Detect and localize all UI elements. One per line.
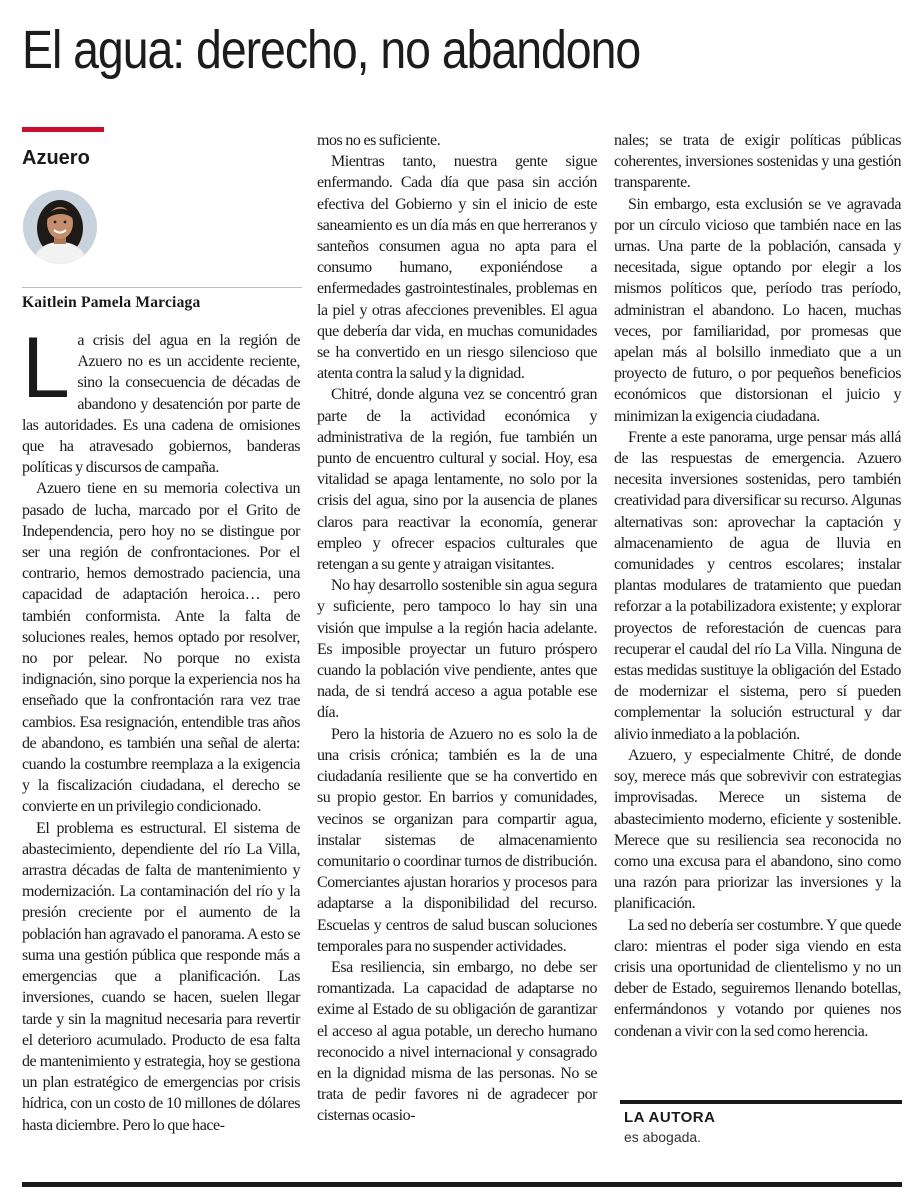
author-byline: Kaitlein Pamela Marciaga xyxy=(22,294,201,311)
paragraph: La crisis del agua en la región de Azuero no es un accidente reciente, sino la consecuencia de décadas de abandono y desatención por parte de las autoridades. Es una cadena de omisiones que ha atravesado gobiernos, banderas políticas y discursos de campaña. xyxy=(22,320,300,477)
author-box-rule xyxy=(620,1100,902,1104)
drop-cap: L xyxy=(22,320,70,416)
paragraph: nales; se trata de exigir políticas públicas coherentes, inversiones sostenidas y una gestión transparente. xyxy=(614,132,901,192)
paragraph: La sed no debería ser costumbre. Y que quede claro: mientras el poder siga viendo en esta crisis una oportunidad de clientelismo y no un deber de Estado, seguiremos llenando botellas, enfermándonos y votando por quienes nos condenan a vivir con la sed como herencia. xyxy=(614,916,901,1040)
byline-rule xyxy=(22,287,302,288)
author-portrait-icon xyxy=(23,190,97,264)
paragraph: Esa resiliencia, sin embargo, no debe ser romantizada. La capacidad de adaptarse no exime al Estado de su obligación de garantizar el acceso al agua potable, un derecho humano reconocido a nivel internacional y consagrado en la dignidad misma de las personas. No se trata de pedir favores ni de agradecer por cisternas ocasio- xyxy=(317,958,597,1125)
paragraph: Pero la historia de Azuero no es solo la de una crisis crónica; también es la de una ciudadanía resiliente que se ha convertido en su propio gestor. En barrios y comunidades, vecinos se organizan para compartir agua, instalar sistemas de almacenamiento comunitario o coordinar turnos de distribución. Comerciantes ajustan horarios y procesos para adaptarse a la disponibilidad del recurso. Escuelas y centros de salud buscan soluciones temporales para no suspender actividades. xyxy=(317,725,597,955)
author-box-title: LA AUTORA xyxy=(624,1109,716,1126)
paragraph: El problema es estructural. El sistema de abastecimiento, dependiente del río La Villa, arrastra décadas de falta de mantenimiento y modernización. La contaminación del río y la presión creciente por el aumento de la población han agravado el panorama. A esto se suma una gestión pública que responde más a emergencias que a planificación. Las inversiones, cuando se hacen, suelen llegar tarde y sin la magnitud necesaria para revertir el deterioro acumulado. Producto de esa falta de mantenimiento y estrategia, hoy se gestiona un plan estratégico de emergencias por crisis hídrica, con un costo de 10 millones de dólares hasta diciembre. Pero lo que hace- xyxy=(22,819,300,1134)
article-column-1 xyxy=(22,320,300,1136)
paragraph: Chitré, donde alguna vez se concentró gran parte de la actividad económica y administrativa de la región, fue también un punto de encuentro cultural y social. Hoy, esa vitalidad se apaga lentamente, no solo por la crisis del agua, sino por la ausencia de planes claros para reactivar la economía, generar empleo y ofrecer espacios culturales que retengan a su gente y atraigan visitantes. xyxy=(317,386,597,574)
section-accent-rule xyxy=(22,127,104,132)
paragraph: Azuero, y especialmente Chitré, de donde soy, merece más que sobrevivir con estrategias improvisadas. Merece un sistema de abastecimiento moderno, eficiente y sostenible. Merece que su resiliencia sea reconocida no como una excusa para el abandono, sino como una razón para priorizar las inversiones y la planificación. xyxy=(614,746,901,913)
headline: El agua: derecho, no abandono xyxy=(22,20,641,80)
paragraph: mos no es suficiente. xyxy=(317,132,441,149)
article-column-2 xyxy=(317,130,597,1127)
paragraph: Azuero tiene en su memoria colectiva un pasado de lucha, marcado por el Grito de Independencia, pero hoy no se distingue por ser una región de confrontaciones. Por el contrario, hemos demostrado paciencia, una capacidad de adaptación heroica… pero también conformista. Ante la falta de soluciones reales, hemos optado por resolver, no por pelear. No porque no exista indignación, sino porque la experiencia nos ha enseñado que la confrontación rara vez trae cambios. Esa resignación, entendible tras años de abandono, es también una señal de alerta: cuando la costumbre reemplaza a la exigencia y la fiscalización ciudadana, el derecho se convierte en un privilegio condicionado. xyxy=(22,480,300,816)
author-avatar xyxy=(23,190,97,264)
author-box-role: es abogada. xyxy=(624,1129,702,1145)
paragraph: Mientras tanto, nuestra gente sigue enfermando. Cada día que pasa sin acción efectiva del Gobierno y sin el inicio de este saneamiento es un día más en que herreranos y santeños consumen agua no apta para el consumo humano, exponiéndose a enfermedades gastrointestinales, problemas en la piel y otras afecciones prevenibles. El agua que debería dar vida, en muchas comunidades se ha convertido en un riesgo silencioso que atenta contra la salud y la dignidad. xyxy=(317,153,597,383)
section-label: Azuero xyxy=(22,147,90,169)
article-column-3 xyxy=(614,130,901,1042)
paragraph: Sin embargo, esta exclusión se ve agravada por un círculo vicioso que también nace en las urnas. Una parte de la población, cansada y necesitada, sigue optando por elegir a los mismos políticos que, período tras período, administran el abandono. Lo hacen, muchas veces, por familiaridad, por promesas que apelan más al bolsillo inmediato que a un proyecto de futuro, o por pequeños beneficios económicos que distorsionan el juicio y minimizan la exigencia ciudadana. xyxy=(614,195,901,425)
paragraph: No hay desarrollo sostenible sin agua segura y suficiente, pero tampoco lo hay sin una visión que impulse a la región hacia adelante. Es imposible proyectar un futuro próspero cuando la población vive pendiente, antes que nada, de si tendrá acceso a agua potable ese día. xyxy=(317,577,597,722)
bottom-rule xyxy=(22,1182,902,1187)
paragraph: Frente a este panorama, urge pensar más allá de las respuestas de emergencia. Azuero necesita inversiones sostenidas, pero también creatividad para diversificar su recurso. Algunas alternativas son: aprovechar la captación y almacenamiento de agua de lluvia en comunidades y centros escolares; instalar plantas modulares de tratamiento que puedan reforzar a la potabilizadora existente; y explorar proyectos de reforestación de cuencas para recuperar el caudal del río La Villa. Ninguna de estas medidas sustituye la obligación del Estado de modernizar el sistema, pero sí pueden complementar la solución estructural y dar alivio inmediato a la población. xyxy=(614,428,901,743)
